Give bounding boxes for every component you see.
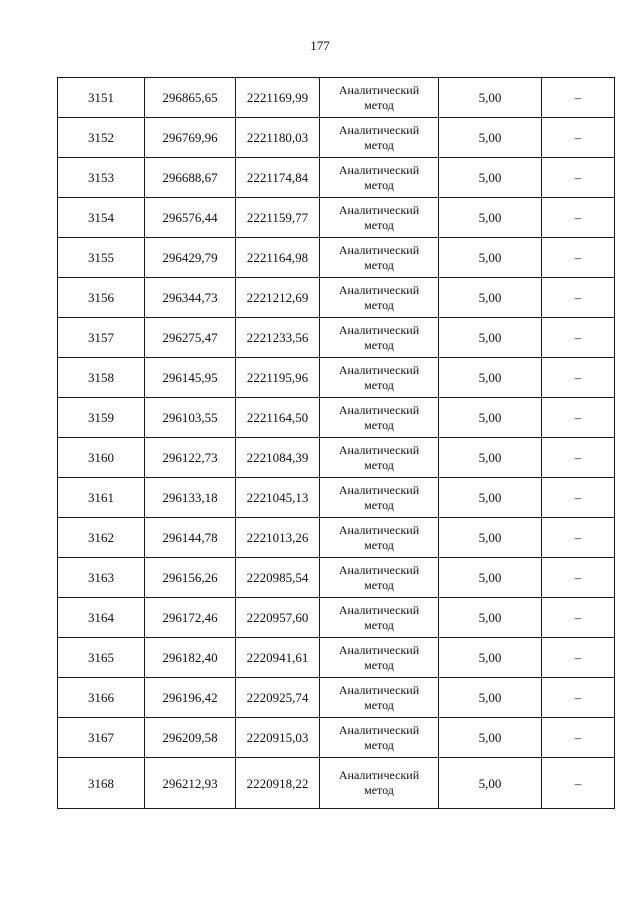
table-row [58, 358, 615, 398]
coordinates-table [57, 77, 615, 809]
y-coordinate-cell: 2221180,03 [236, 118, 320, 158]
precision-cell: 5,00 [439, 718, 542, 758]
method-line-1: Аналитический [338, 562, 420, 577]
method-line-1: Аналитический [338, 82, 420, 97]
method-cell [320, 198, 439, 238]
point-number-cell: 3153 [58, 158, 145, 198]
precision-cell: 5,00 [439, 78, 542, 118]
method-cell [320, 78, 439, 118]
note-cell: – [542, 678, 615, 718]
note-cell: – [542, 598, 615, 638]
x-coordinate-cell: 296182,40 [145, 638, 236, 678]
y-coordinate-cell: 2220925,74 [236, 678, 320, 718]
method-cell [320, 678, 439, 718]
precision-cell: 5,00 [439, 118, 542, 158]
method-line-1: Аналитический [338, 482, 420, 497]
point-number-cell: 3162 [58, 518, 145, 558]
y-coordinate-cell: 2220957,60 [236, 598, 320, 638]
precision-cell: 5,00 [439, 518, 542, 558]
method-line-2: метод [364, 377, 394, 392]
y-coordinate-cell: 2221013,26 [236, 518, 320, 558]
x-coordinate-cell: 296196,42 [145, 678, 236, 718]
method-line-2: метод [364, 537, 394, 552]
table-row [58, 718, 615, 758]
note-cell: – [542, 398, 615, 438]
x-coordinate-cell: 296865,65 [145, 78, 236, 118]
table-row [58, 678, 615, 718]
precision-cell: 5,00 [439, 438, 542, 478]
method-cell [320, 318, 439, 358]
point-number-cell: 3167 [58, 718, 145, 758]
page-number: 177 [310, 38, 330, 53]
table-row [58, 598, 615, 638]
x-coordinate-cell: 296103,55 [145, 398, 236, 438]
precision-cell: 5,00 [439, 598, 542, 638]
method-line-1: Аналитический [338, 722, 420, 737]
method-line-1: Аналитический [338, 322, 420, 337]
table-row [58, 638, 615, 678]
x-coordinate-cell: 296145,95 [145, 358, 236, 398]
note-cell: – [542, 158, 615, 198]
method-cell [320, 598, 439, 638]
x-coordinate-cell: 296156,26 [145, 558, 236, 598]
x-coordinate-cell: 296133,18 [145, 478, 236, 518]
precision-cell: 5,00 [439, 478, 542, 518]
y-coordinate-cell: 2221159,77 [236, 198, 320, 238]
table-row [58, 398, 615, 438]
note-cell: – [542, 518, 615, 558]
method-cell [320, 238, 439, 278]
table-row [58, 478, 615, 518]
x-coordinate-cell: 296688,67 [145, 158, 236, 198]
note-cell: – [542, 118, 615, 158]
method-line-2: метод [364, 737, 394, 752]
method-line-2: метод [364, 257, 394, 272]
method-cell [320, 758, 439, 809]
method-line-1: Аналитический [338, 768, 420, 782]
method-line-1: Аналитический [338, 202, 420, 217]
table-row [58, 758, 615, 809]
point-number-cell: 3158 [58, 358, 145, 398]
x-coordinate-cell: 296429,79 [145, 238, 236, 278]
point-number-cell: 3163 [58, 558, 145, 598]
note-cell: – [542, 558, 615, 598]
method-cell [320, 638, 439, 678]
y-coordinate-cell: 2221174,84 [236, 158, 320, 198]
method-line-1: Аналитический [338, 162, 420, 177]
note-cell: – [542, 358, 615, 398]
method-line-1: Аналитический [338, 362, 420, 377]
precision-cell: 5,00 [439, 558, 542, 598]
precision-cell: 5,00 [439, 198, 542, 238]
precision-cell: 5,00 [439, 358, 542, 398]
note-cell: – [542, 718, 615, 758]
method-line-1: Аналитический [338, 122, 420, 137]
method-line-2: метод [364, 137, 394, 152]
point-number-cell: 3161 [58, 478, 145, 518]
method-cell [320, 158, 439, 198]
method-line-1: Аналитический [338, 442, 420, 457]
note-cell: – [542, 638, 615, 678]
note-cell: – [542, 278, 615, 318]
method-line-2: метод [364, 657, 394, 672]
method-cell [320, 558, 439, 598]
table-row [58, 318, 615, 358]
method-line-2: метод [364, 217, 394, 232]
point-number-cell: 3152 [58, 118, 145, 158]
point-number-cell: 3164 [58, 598, 145, 638]
method-line-2: метод [364, 577, 394, 592]
method-cell [320, 278, 439, 318]
table-body [58, 78, 615, 809]
note-cell: – [542, 78, 615, 118]
x-coordinate-cell: 296122,73 [145, 438, 236, 478]
point-number-cell: 3155 [58, 238, 145, 278]
y-coordinate-cell: 2220941,61 [236, 638, 320, 678]
precision-cell: 5,00 [439, 318, 542, 358]
method-line-2: метод [364, 417, 394, 432]
point-number-cell: 3157 [58, 318, 145, 358]
precision-cell: 5,00 [439, 238, 542, 278]
method-line-2: метод [364, 177, 394, 192]
x-coordinate-cell: 296769,96 [145, 118, 236, 158]
x-coordinate-cell: 296344,73 [145, 278, 236, 318]
x-coordinate-cell: 296212,93 [145, 758, 236, 809]
point-number-cell: 3165 [58, 638, 145, 678]
note-cell: – [542, 238, 615, 278]
precision-cell: 5,00 [439, 158, 542, 198]
point-number-cell: 3154 [58, 198, 145, 238]
x-coordinate-cell: 296209,58 [145, 718, 236, 758]
method-cell [320, 478, 439, 518]
table-row [58, 438, 615, 478]
y-coordinate-cell: 2221045,13 [236, 478, 320, 518]
point-number-cell: 3166 [58, 678, 145, 718]
method-line-1: Аналитический [338, 682, 420, 697]
y-coordinate-cell: 2220918,22 [236, 758, 320, 809]
precision-cell: 5,00 [439, 278, 542, 318]
method-cell [320, 118, 439, 158]
point-number-cell: 3151 [58, 78, 145, 118]
y-coordinate-cell: 2221164,50 [236, 398, 320, 438]
table-row [58, 278, 615, 318]
method-line-1: Аналитический [338, 642, 420, 657]
method-cell [320, 398, 439, 438]
method-line-2: метод [364, 497, 394, 512]
method-line-1: Аналитический [338, 522, 420, 537]
note-cell: – [542, 198, 615, 238]
x-coordinate-cell: 296144,78 [145, 518, 236, 558]
method-line-1: Аналитический [338, 242, 420, 257]
table-row [58, 158, 615, 198]
point-number-cell: 3156 [58, 278, 145, 318]
method-line-2: метод [364, 457, 394, 472]
note-cell: – [542, 318, 615, 358]
table-row [58, 118, 615, 158]
y-coordinate-cell: 2221212,69 [236, 278, 320, 318]
x-coordinate-cell: 296275,47 [145, 318, 236, 358]
note-cell: – [542, 758, 615, 809]
table-row [58, 198, 615, 238]
point-number-cell: 3160 [58, 438, 145, 478]
x-coordinate-cell: 296576,44 [145, 198, 236, 238]
table-row [58, 518, 615, 558]
method-line-2: метод [364, 697, 394, 712]
method-cell [320, 358, 439, 398]
method-line-2: метод [364, 617, 394, 632]
method-line-2: метод [364, 97, 394, 112]
y-coordinate-cell: 2220915,03 [236, 718, 320, 758]
note-cell: – [542, 438, 615, 478]
method-line-2: метод [364, 783, 394, 797]
precision-cell: 5,00 [439, 758, 542, 809]
method-cell [320, 718, 439, 758]
method-line-2: метод [364, 297, 394, 312]
method-line-1: Аналитический [338, 282, 420, 297]
y-coordinate-cell: 2221169,99 [236, 78, 320, 118]
precision-cell: 5,00 [439, 678, 542, 718]
y-coordinate-cell: 2221084,39 [236, 438, 320, 478]
precision-cell: 5,00 [439, 398, 542, 438]
x-coordinate-cell: 296172,46 [145, 598, 236, 638]
method-cell [320, 518, 439, 558]
precision-cell: 5,00 [439, 638, 542, 678]
method-line-1: Аналитический [338, 602, 420, 617]
method-line-1: Аналитический [338, 402, 420, 417]
note-cell: – [542, 478, 615, 518]
y-coordinate-cell: 2221233,56 [236, 318, 320, 358]
table-row [58, 78, 615, 118]
y-coordinate-cell: 2221164,98 [236, 238, 320, 278]
method-cell [320, 438, 439, 478]
table-row [58, 558, 615, 598]
method-line-2: метод [364, 337, 394, 352]
y-coordinate-cell: 2220985,54 [236, 558, 320, 598]
y-coordinate-cell: 2221195,96 [236, 358, 320, 398]
point-number-cell: 3159 [58, 398, 145, 438]
table-row [58, 238, 615, 278]
point-number-cell: 3168 [58, 758, 145, 809]
